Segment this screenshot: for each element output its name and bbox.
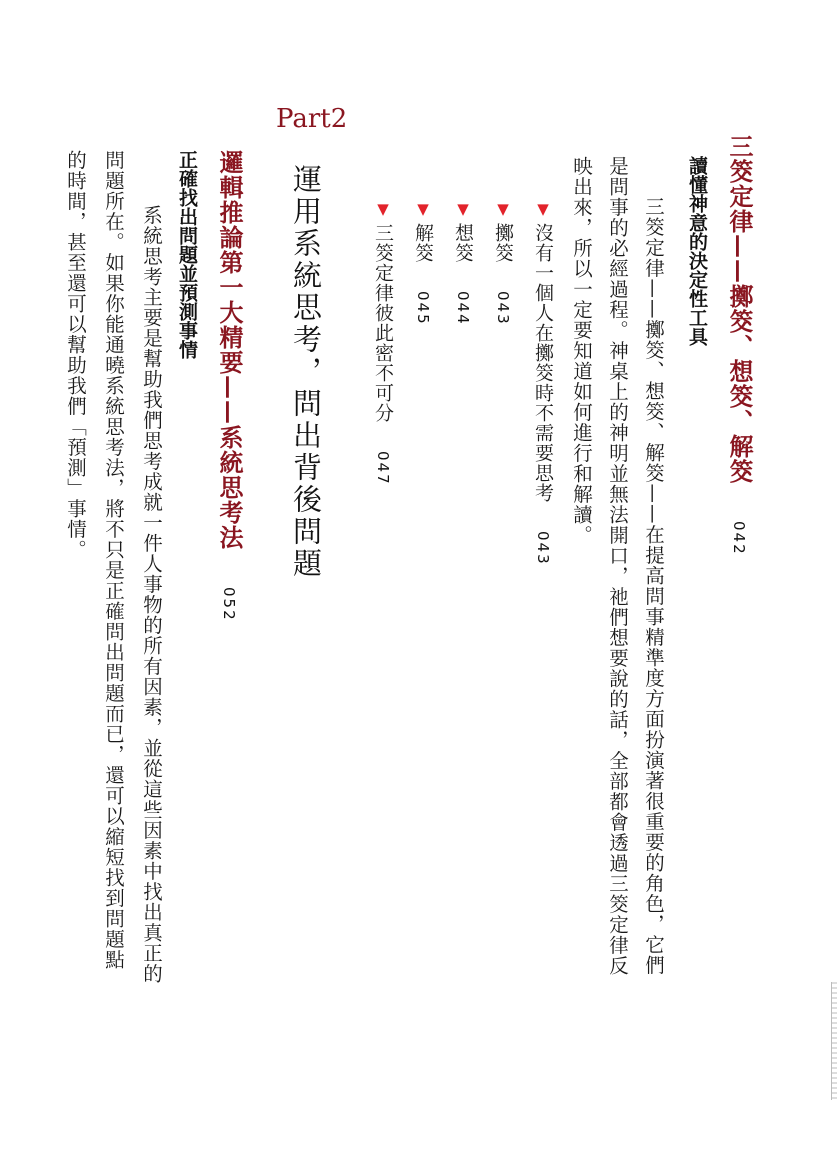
list-item	[410, 200, 437, 326]
bullet-page: 043	[494, 291, 512, 326]
triangle-bullet-icon: ▼	[414, 200, 432, 219]
section2-title-page: 052	[220, 587, 238, 622]
list-item	[530, 200, 557, 566]
bullet-page: 045	[414, 291, 432, 326]
section2-title-dash: ——	[215, 375, 244, 425]
section1-title-rest: 擲筊、想筊、解筊	[725, 284, 754, 484]
triangle-bullet-icon: ▼	[534, 200, 552, 219]
section1-title	[722, 134, 757, 556]
section1-body-line-1: 三筊定律——擲筊、想筊、解筊——在提高問事精準度方面扮演著很重要的角色，它們	[642, 176, 665, 976]
page-edge-marker	[831, 982, 837, 1100]
bullet-page: 047	[374, 451, 392, 486]
section1-title-dash: ——	[725, 234, 754, 284]
section1-title-main: 三筊定律	[725, 134, 754, 234]
list-item	[450, 200, 477, 326]
chapter-title: 運用系統思考，問出背後問題	[289, 164, 323, 580]
section2-title	[212, 150, 247, 622]
part-label: Part2	[276, 104, 348, 134]
section2-body-line-1: 系統思考主要是幫助我們思考成就一件人事物的所有因素，並從這些因素中找出真正的	[140, 164, 163, 984]
bullet-label: 三筊定律彼此密不可分	[372, 223, 394, 423]
section1-body-line-3: 映出來，所以一定要知道如何進行和解讀。	[570, 156, 593, 546]
bullet-label: 想筊	[452, 223, 474, 263]
section1-title-page: 042	[730, 521, 748, 556]
triangle-bullet-icon: ▼	[454, 200, 472, 219]
list-item	[490, 200, 517, 326]
bullet-page: 044	[454, 291, 472, 326]
section2-body-line-2: 問題所在。如果你能通曉系統思考法，將不只是正確問出問題而已，還可以縮短找到問題點	[102, 150, 125, 970]
section2-subtitle: 正確找出問題並預測事情	[176, 150, 198, 359]
bullet-label: 解筊	[412, 223, 434, 263]
section2-title-main: 邏輯推論第一大精要	[215, 150, 244, 375]
section1-body-line-2: 是問事的必經過程。神桌上的神明並無法開口，祂們想要說的話，全部都會透過三筊定律反	[606, 156, 629, 976]
bullet-page: 043	[534, 531, 552, 566]
list-item	[370, 200, 397, 486]
section2-title-rest: 系統思考法	[215, 425, 244, 550]
triangle-bullet-icon: ▼	[494, 200, 512, 219]
triangle-bullet-icon: ▼	[374, 200, 392, 219]
section1-subtitle: 讀懂神意的決定性工具	[686, 156, 708, 346]
bullet-label: 擲筊	[492, 223, 514, 263]
section2-body-line-3: 的時間，甚至還可以幫助我們「預測」事情。	[64, 150, 87, 560]
bullet-label: 沒有一個人在擲筊時不需要思考	[532, 223, 554, 503]
